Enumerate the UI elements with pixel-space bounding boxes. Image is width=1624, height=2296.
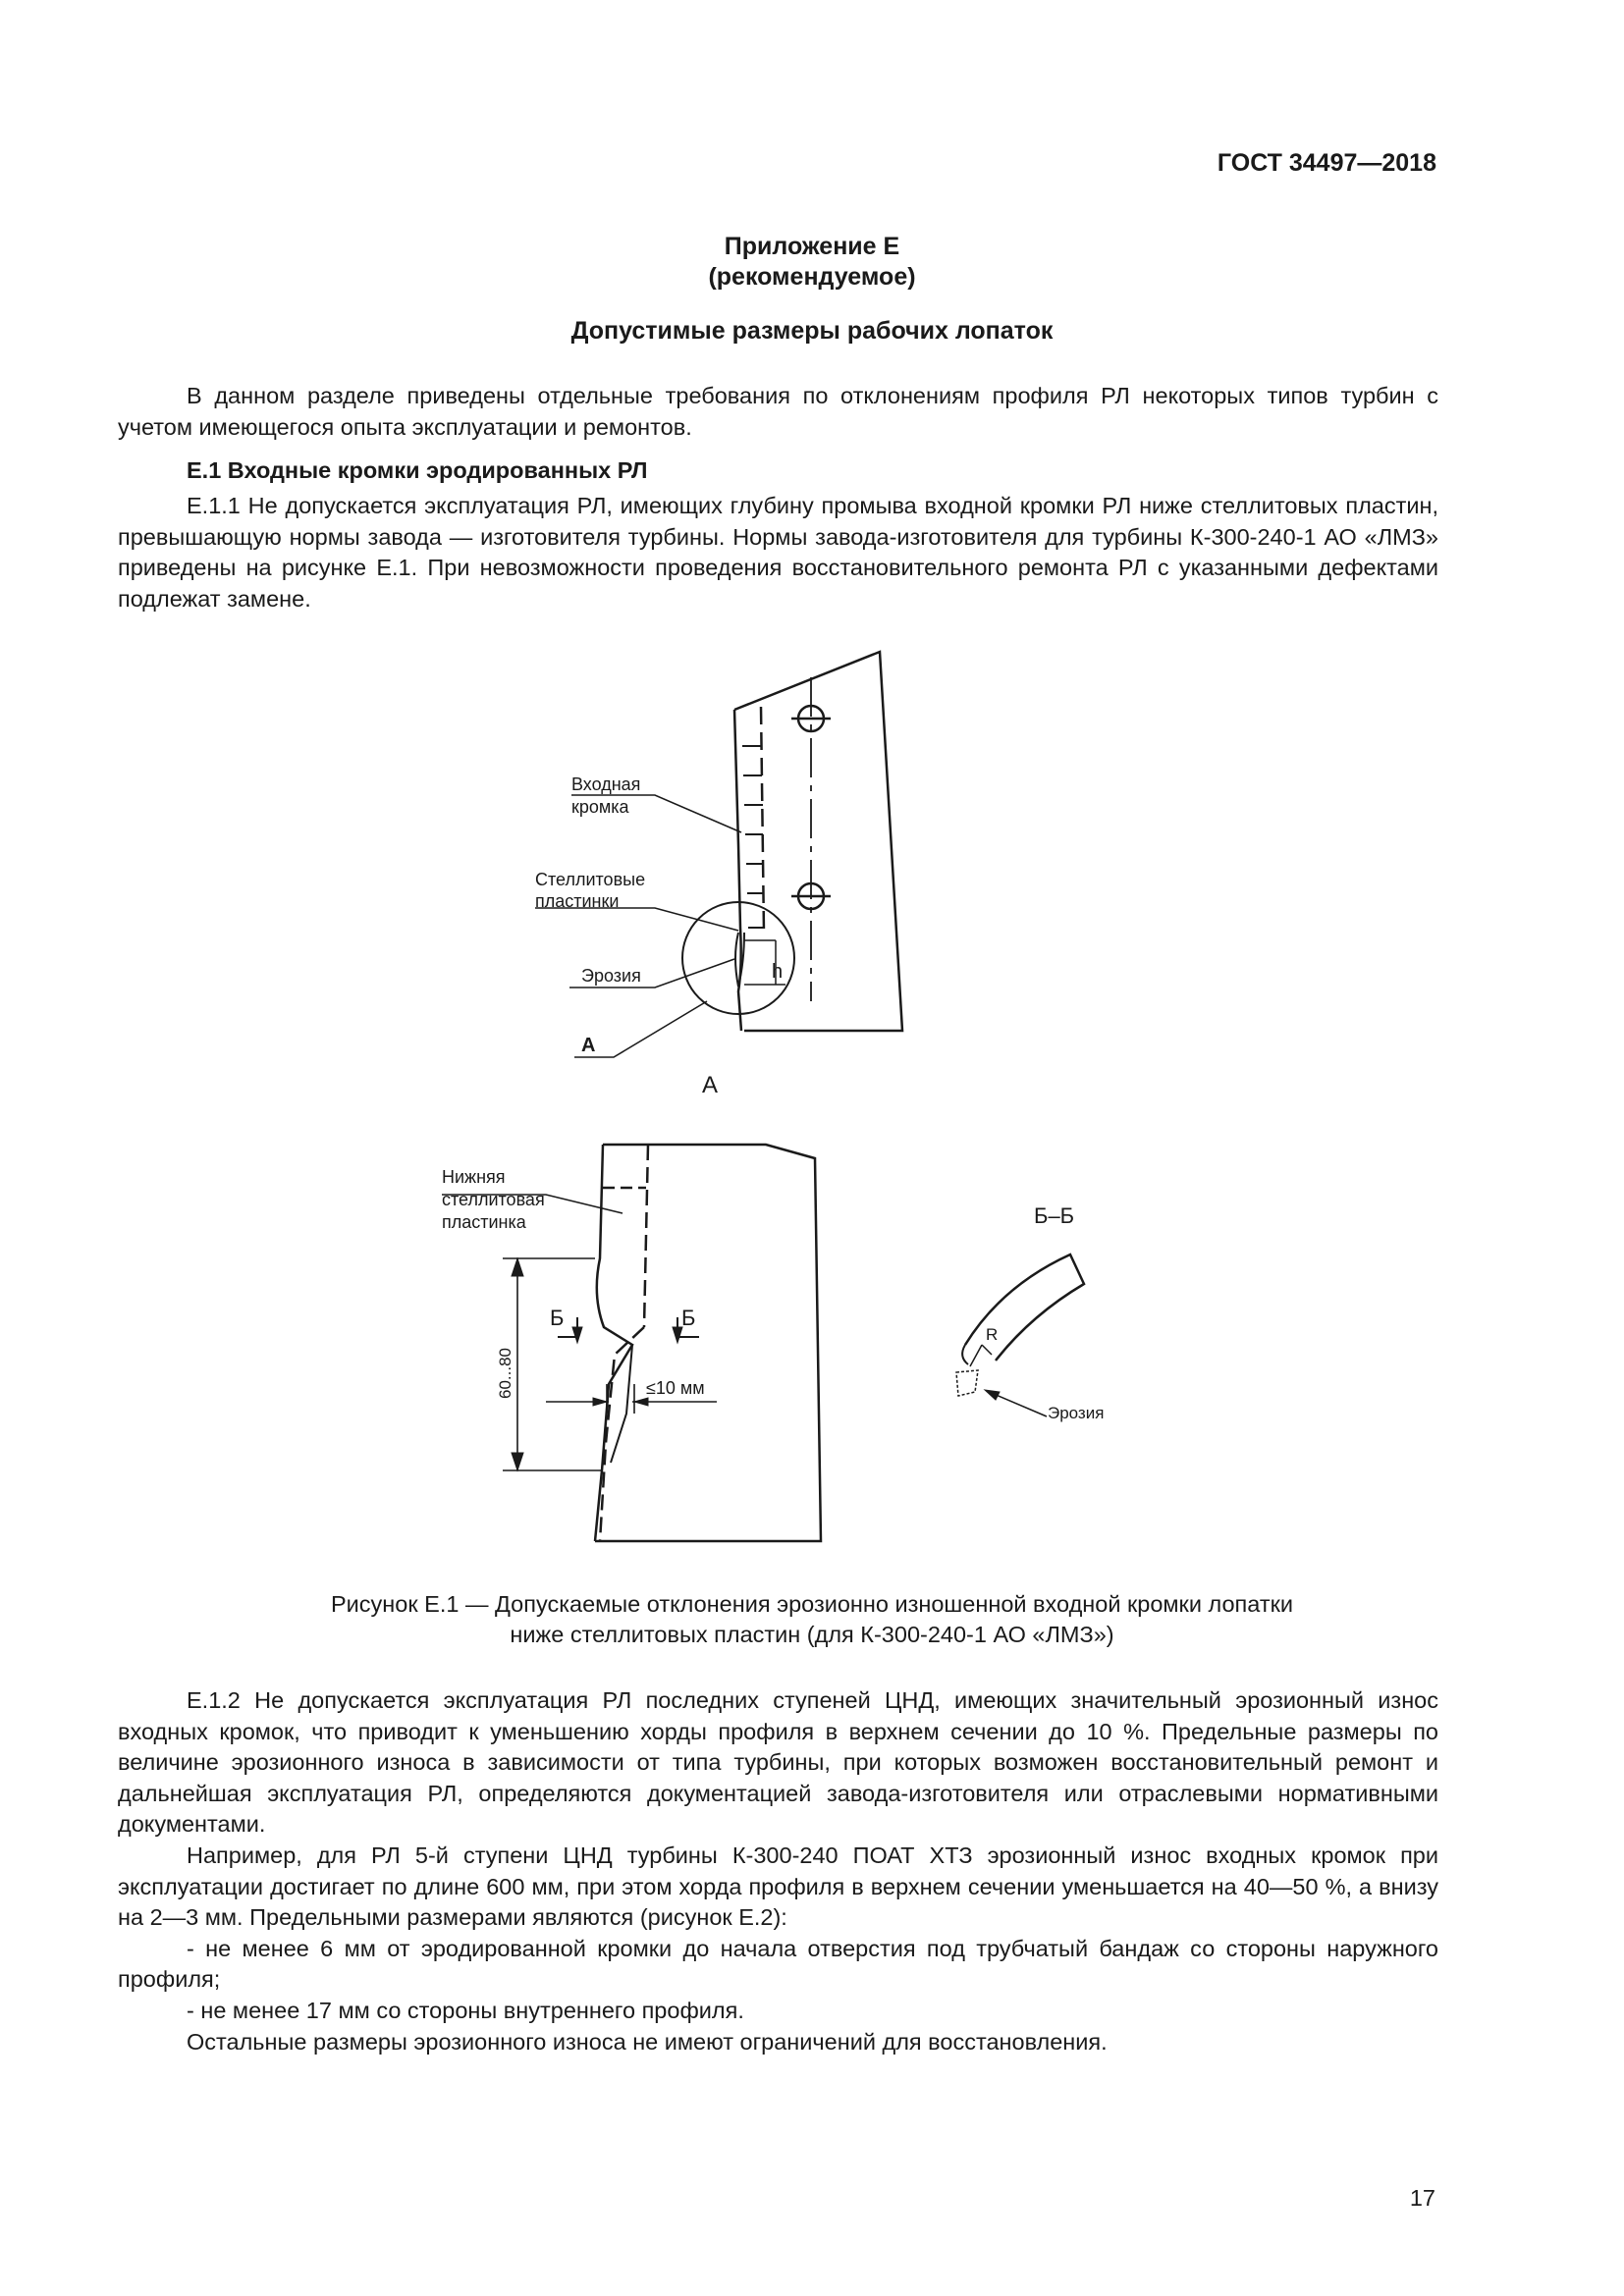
label-dim-limit: ≤10 мм: [646, 1378, 705, 1398]
caption-line-1: Рисунок Е.1 — Допускаемые отклонения эрозионно изношенной входной кромки лопатки: [331, 1591, 1293, 1617]
label-dim-range: 60...80: [496, 1348, 514, 1399]
section-bb-erosion: [956, 1370, 978, 1396]
label-b-left: Б: [550, 1306, 565, 1330]
label-lower-3: пластинка: [442, 1212, 526, 1232]
page-number: 17: [1409, 2185, 1435, 2211]
label-r: R: [986, 1325, 999, 1344]
label-h: h: [772, 961, 784, 983]
stellite-plates-dashed: [761, 707, 764, 933]
enlarged-stellite-dashed: [644, 1145, 648, 1327]
section-heading: Допустимые размеры рабочих лопаток: [570, 317, 1054, 345]
label-erosion: Эрозия: [581, 966, 641, 986]
label-erosion-2: Эрозия: [1048, 1404, 1105, 1422]
remaining-text: Остальные размеры эрозионного износа не имеют ограничений для восстановления.: [187, 2028, 1108, 2055]
label-inlet-2: кромка: [571, 797, 629, 817]
label-lower-2: стеллитовая: [442, 1190, 545, 1209]
annex-status: (рекомендуемое): [708, 263, 916, 291]
label-stellite-2: пластинки: [535, 891, 620, 911]
label-b-right: Б: [681, 1306, 696, 1330]
example-text: Например, для РЛ 5-й ступени ЦНД турбины К-300-240 ПОАТ ХТЗ эрозионный износ входных кромок при эксплуатации достигает по длине 600 мм, при этом хорда профиля в верхнем сечении уменьшается на 40—50 %, а внизу на 2—3 мм. Предельными размерами являются (рисунок Е.2):: [118, 1842, 1438, 1931]
document-standard-header: ГОСТ 34497—2018: [1217, 149, 1436, 177]
label-inlet-1: Входная: [571, 774, 641, 794]
clause-e1-heading: Е.1 Входные кромки эродированных РЛ: [187, 457, 648, 483]
label-section-bb: Б–Б: [1034, 1203, 1075, 1228]
clause-e12-block: [118, 1685, 1438, 2057]
annex-title: Приложение Е: [724, 233, 900, 260]
figure-e1-caption: [0, 1589, 1624, 1650]
section-bb-profile: [965, 1255, 1084, 1361]
clause-e11-text: Е.1.1 Не допускается эксплуатация РЛ, имеющих глубину промыва входной кромки РЛ ниже стеллитовых пластин, превышающую нормы завода — изготовителя турбины. Нормы завода-изготовителя для турбины К-300-240-1 АО «ЛМЗ» приведены на рисунке Е.1. При невозможности проведения восстановительного ремонта РЛ с указанными дефектами подлежат замене.: [118, 493, 1438, 612]
label-a-leader: А: [581, 1035, 596, 1056]
caption-line-2: ниже стеллитовых пластин (для К-300-240-1 АО «ЛМЗ»): [510, 1622, 1114, 1647]
limit-item-inner: - не менее 17 мм со стороны внутреннего профиля.: [187, 1997, 744, 2023]
label-a-view: А: [702, 1072, 719, 1098]
clause-e12-text: Е.1.2 Не допускается эксплуатация РЛ последних ступеней ЦНД, имеющих значительный эрозионный износ входных кромок, что приводит к уменьшению хорды профиля в верхнем сечении до 10 %. Предельные размеры по величине эрозионного износа в зависимости от типа турбины, при которых возможен восстановительный ремонт и дальнейшая эксплуатация РЛ, определяются документацией завода-изготовителя или отраслевыми нормативными документами.: [118, 1687, 1438, 1838]
label-lower-1: Нижняя: [442, 1167, 506, 1187]
label-stellite-1: Стеллитовые: [535, 870, 646, 889]
limit-item-outer: - не менее 6 мм от эродированной кромки до начала отверстия под трубчатый бандаж со стороны наружного профиля;: [118, 1935, 1438, 1993]
intro-text: В данном разделе приведены отдельные требования по отклонениям профиля РЛ некоторых типов турбин с учетом имеющегося опыта эксплуатации и ремонтов.: [118, 383, 1438, 440]
